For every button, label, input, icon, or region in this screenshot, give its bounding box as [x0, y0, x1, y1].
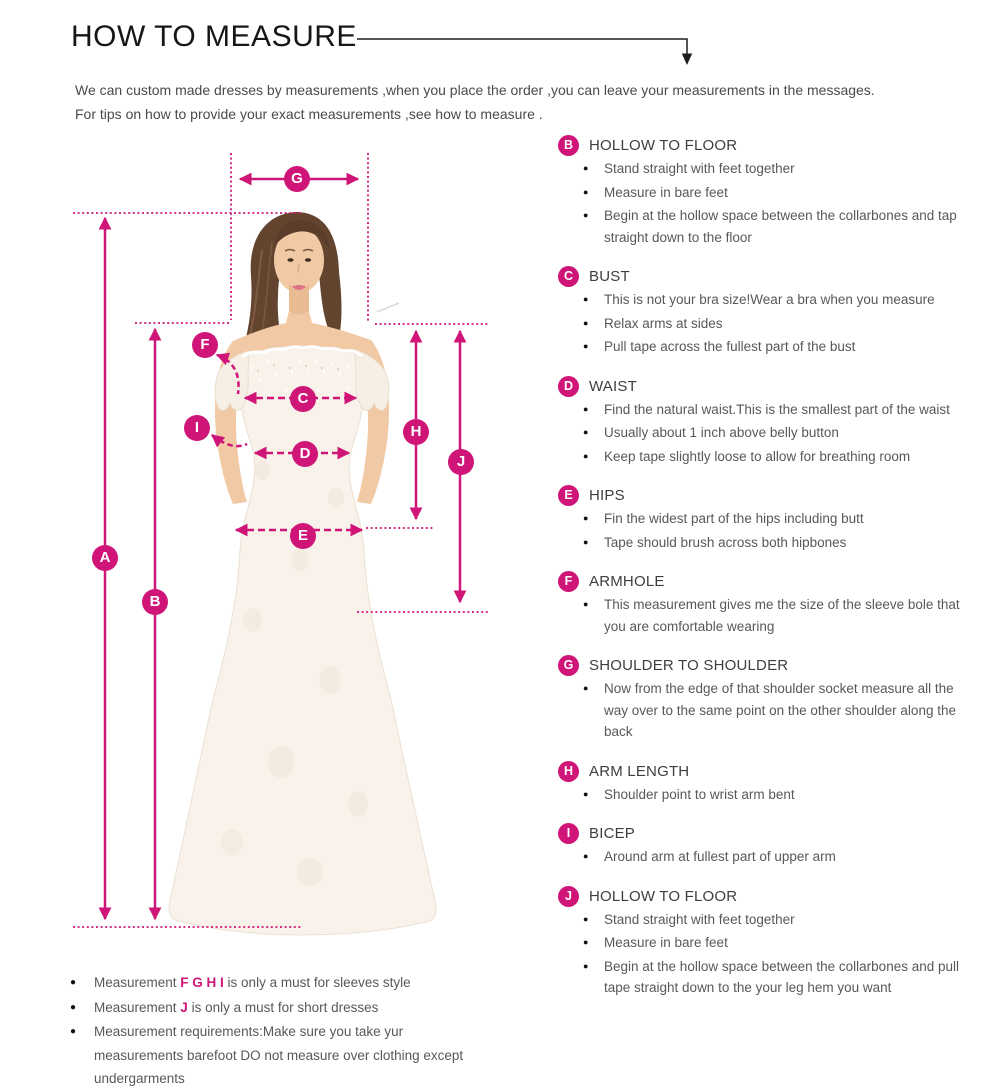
note-item	[70, 1020, 550, 1091]
instruction-bullet	[558, 289, 994, 311]
intro-line-1: We can custom made dresses by measurements ,when you place the order ,you can leave your measurements in the messages.	[75, 82, 875, 98]
section-c	[558, 266, 994, 358]
section-bullets	[558, 508, 994, 553]
note-prefix: Measurement requirements:Make sure you take yur measurements barefoot DO not measure over clothing except undergarments	[94, 1024, 464, 1086]
instruction-bullet	[558, 336, 994, 358]
bullet-text: Begin at the hollow space between the collarbones and tap straight down to the floor	[604, 208, 957, 245]
diagram-marker-h: H	[403, 419, 429, 445]
note-prefix: Measurement	[94, 999, 181, 1015]
section-letter-badge: D	[558, 376, 579, 397]
bullet-text: Around arm at fullest part of upper arm	[604, 849, 836, 864]
diagram-marker-f: F	[192, 332, 218, 358]
left-sleeve	[215, 351, 249, 410]
section-bullets	[558, 784, 994, 806]
section-bullets	[558, 289, 994, 358]
bullet-dot: ●	[583, 536, 589, 547]
instruction-bullet	[558, 422, 994, 444]
section-letter-badge: E	[558, 485, 579, 506]
bullet-dot: ●	[583, 186, 589, 197]
instruction-bullet	[558, 956, 994, 999]
section-bullets	[558, 594, 994, 637]
instruction-bullet	[558, 909, 994, 931]
section-title: ARMHOLE	[589, 573, 665, 590]
bullet-text: Measure in bare feet	[604, 935, 728, 950]
bullet-text: Pull tape across the fullest part of the bust	[604, 339, 856, 354]
bullet-text: Stand straight with feet together	[604, 161, 795, 176]
instruction-bullet	[558, 532, 994, 554]
bullet-text: Fin the widest part of the hips including butt	[604, 511, 864, 526]
section-e	[558, 485, 994, 553]
section-title: HOLLOW TO FLOOR	[589, 137, 738, 154]
bullet-text: Now from the edge of that shoulder socket measure all the way over to the same point on the other shoulder along the back	[604, 681, 956, 739]
section-header	[558, 135, 994, 156]
note-highlight-letters: F G H I	[180, 975, 224, 990]
bullet-dot: ●	[583, 427, 589, 437]
bullet-dot: ●	[583, 210, 589, 220]
bullet-dot: ●	[583, 788, 589, 799]
instruction-bullet	[558, 784, 994, 806]
page-title: HOW TO MEASURE	[71, 20, 357, 53]
instruction-bullet	[558, 399, 994, 421]
note-text	[94, 1020, 494, 1091]
section-header	[558, 886, 994, 907]
diagram-marker-j: J	[448, 449, 474, 475]
diagram-marker-c: C	[290, 386, 316, 412]
bullet-dot: ●	[583, 294, 589, 304]
section-title: BUST	[589, 268, 630, 285]
note-item	[70, 996, 550, 1020]
instruction-bullet	[558, 932, 994, 954]
note-suffix: is only a must for short dresses	[187, 999, 379, 1015]
diagram-marker-i: I	[184, 415, 210, 441]
note-text	[94, 996, 494, 1020]
section-header	[558, 571, 994, 592]
instruction-bullet	[558, 158, 994, 180]
measure-sections	[558, 135, 994, 1017]
bullet-text: Relax arms at sides	[604, 315, 723, 331]
section-title: WAIST	[589, 377, 637, 395]
section-header	[558, 485, 994, 506]
section-letter-badge: G	[558, 655, 579, 676]
photo-artifact-line	[377, 303, 399, 312]
note-text	[94, 971, 494, 995]
bullet-text: Find the natural waist.This is the smallest part of the waist	[604, 401, 950, 417]
section-header	[558, 823, 994, 844]
model-figure	[169, 212, 436, 935]
section-b	[558, 135, 994, 248]
bullet-dot: ●	[583, 851, 589, 861]
bullet-dot: ●	[70, 1026, 77, 1037]
section-header	[558, 655, 994, 676]
instruction-bullet	[558, 205, 994, 248]
bullet-dot: ●	[583, 317, 589, 328]
instruction-bullet	[558, 594, 994, 637]
diagram-marker-e: E	[290, 523, 316, 549]
bullet-dot: ●	[583, 599, 589, 609]
bullet-dot: ●	[583, 913, 589, 924]
section-title: BICEP	[589, 825, 636, 842]
note-highlight-letters: J	[180, 999, 188, 1015]
section-g	[558, 655, 994, 743]
bullet-text: Tape should brush across both hipbones	[604, 534, 847, 550]
section-title: HOLLOW TO FLOOR	[589, 887, 738, 905]
section-letter-badge: C	[558, 266, 579, 287]
bullet-dot: ●	[70, 977, 77, 988]
bullet-text: Shoulder point to wrist arm bent	[604, 786, 795, 802]
section-letter-badge: B	[558, 135, 579, 156]
diagram-marker-d: D	[292, 441, 318, 467]
diagram-marker-a: A	[92, 545, 118, 571]
instruction-bullet	[558, 678, 994, 743]
section-title: ARM LENGTH	[589, 762, 690, 780]
bullet-text: This is not your bra size!Wear a bra when you measure	[604, 292, 935, 307]
bullet-dot: ●	[583, 163, 589, 173]
instruction-bullet	[558, 313, 994, 335]
section-title: SHOULDER TO SHOULDER	[589, 657, 789, 674]
bullet-text: This measurement gives me the size of the sleeve bole that you are comfortable wearing	[604, 597, 960, 634]
section-bullets	[558, 846, 994, 868]
section-h	[558, 761, 994, 806]
diagram-marker-g: G	[284, 166, 310, 192]
section-bullets	[558, 678, 994, 743]
section-letter-badge: I	[558, 823, 579, 844]
section-header	[558, 266, 994, 287]
instruction-bullet	[558, 508, 994, 530]
bullet-text: Usually about 1 inch above belly button	[604, 425, 839, 440]
section-header	[558, 376, 994, 397]
instruction-bullet	[558, 846, 994, 868]
bullet-dot: ●	[583, 960, 589, 971]
bullet-text: Begin at the hollow space between the collarbones and pull tape straight down to the your leg hem you want	[604, 958, 959, 995]
section-title: HIPS	[589, 487, 625, 504]
note-item	[70, 971, 550, 995]
bullet-dot: ●	[583, 683, 589, 693]
bullet-text: Measure in bare feet	[604, 184, 728, 200]
note-prefix: Measurement	[94, 975, 181, 990]
intro-line-2: For tips on how to provide your exact measurements ,see how to measure .	[75, 106, 543, 122]
section-letter-badge: F	[558, 571, 579, 592]
dress	[169, 346, 436, 935]
section-i	[558, 823, 994, 868]
section-letter-badge: H	[558, 761, 579, 782]
note-suffix: is only a must for sleeves style	[223, 975, 411, 990]
bullet-dot: ●	[583, 450, 589, 461]
bullet-dot: ●	[583, 403, 589, 414]
section-bullets	[558, 909, 994, 999]
right-sleeve	[355, 350, 389, 410]
instruction-bullet	[558, 446, 994, 468]
section-bullets	[558, 399, 994, 468]
bullet-text: Keep tape slightly loose to allow for breathing room	[604, 448, 911, 464]
section-f	[558, 571, 994, 637]
bullet-dot: ●	[583, 513, 589, 523]
section-j	[558, 886, 994, 999]
section-d	[558, 376, 994, 468]
instruction-bullet	[558, 182, 994, 204]
section-letter-badge: J	[558, 886, 579, 907]
section-bullets	[558, 158, 994, 248]
measure-notes	[70, 971, 550, 1092]
title-arrow	[357, 39, 692, 65]
bullet-dot: ●	[583, 937, 589, 947]
bullet-dot: ●	[583, 341, 589, 351]
section-header	[558, 761, 994, 782]
diagram-marker-b: B	[142, 589, 168, 615]
bullet-dot: ●	[70, 1001, 77, 1013]
bullet-text: Stand straight with feet together	[604, 911, 795, 927]
